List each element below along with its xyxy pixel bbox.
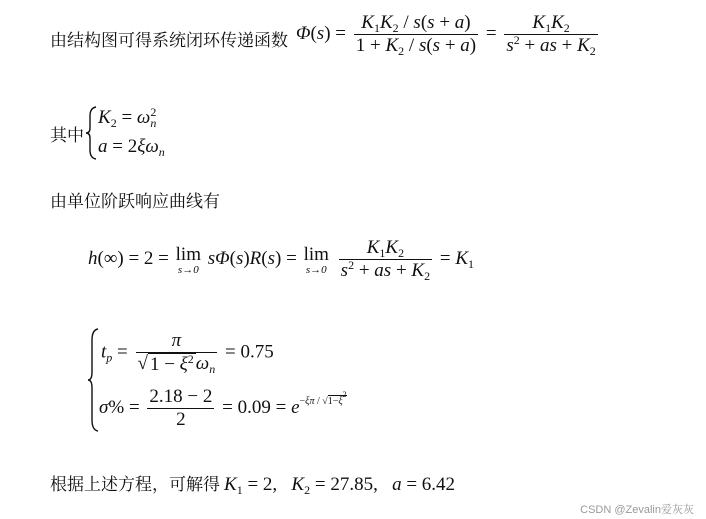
limit-1: lim s→0 — [175, 243, 201, 276]
line-transfer-intro — [50, 26, 288, 51]
limit-2: lim s→0 — [303, 243, 329, 276]
transfer-function-equation: Φ(s) = $\frac{K_1K_2 / s(s + a)}{1 + K_2 / s(s + a)}$ = $\frac{K_1K_2}{s^2 + as + K_2}$ — [296, 12, 596, 58]
overshoot-value: 0.09 — [237, 396, 271, 418]
step-response-text: 由单位阶跃响应曲线有 — [50, 192, 220, 211]
line-step-response — [50, 187, 220, 212]
transfer-fraction-2: $\frac{K_1K_2}{s^2 + as + K_2}$ — [506, 12, 596, 58]
peak-time-fraction: π √ $1 - \xi^2$ $\omega_n$ — [137, 330, 216, 376]
solution-line: 根据上述方程，可解得 $K_1 = 2$, $K_2 = 27.85$, a = 6.42 — [50, 474, 456, 497]
line-where — [50, 121, 84, 146]
k2-relation: $K_2 = \omega_n^2$ — [98, 105, 157, 130]
final-value-equation: h(∞) = 2 = lim s→0 sΦ(s)R(s) = lim s→0 $\frac{K_1K_2}{s^2 + as + K_2}$ = $K_1$ — [88, 237, 474, 283]
k2-value: 27.85 — [330, 474, 374, 495]
solution-text: 根据上述方程，可解得 — [50, 475, 220, 494]
a-relation: $a = 2\xi\omega_n$ — [98, 136, 165, 159]
overshoot-equation: σ% = $\frac{2.18 - 2}{2}$ = $0.09 = e^{-\xi\pi / √1-\xi^2}$ — [99, 386, 347, 430]
k1-value: 2 — [262, 474, 273, 495]
where-text: 其中 — [50, 126, 84, 145]
overshoot-den: 2 — [176, 409, 186, 430]
peak-time-equation: $t_p$ = π √ $1 - \xi^2$ $\omega_n$ = 0.75 — [101, 330, 274, 376]
a-value: 6.42 — [421, 474, 456, 495]
transfer-intro-text: 由结构图可得系统闭环传递函数 — [50, 31, 288, 50]
watermark: CSDN @Zevalin爱灰灰 — [580, 504, 694, 516]
h-inf-value: 2 — [143, 247, 154, 269]
transfer-fraction-1: $\frac{K_1K_2 / s(s + a)}{1 + K_2 / s(s + a)}$ — [355, 12, 477, 58]
overshoot-num: 2.18 − 2 — [149, 386, 213, 407]
final-value-fraction: $\frac{K_1K_2}{s^2 + as + K_2}$ — [340, 237, 431, 283]
brace-left-1 — [86, 106, 98, 160]
overshoot-fraction — [147, 386, 214, 431]
tp-value: 0.75 — [240, 341, 274, 363]
